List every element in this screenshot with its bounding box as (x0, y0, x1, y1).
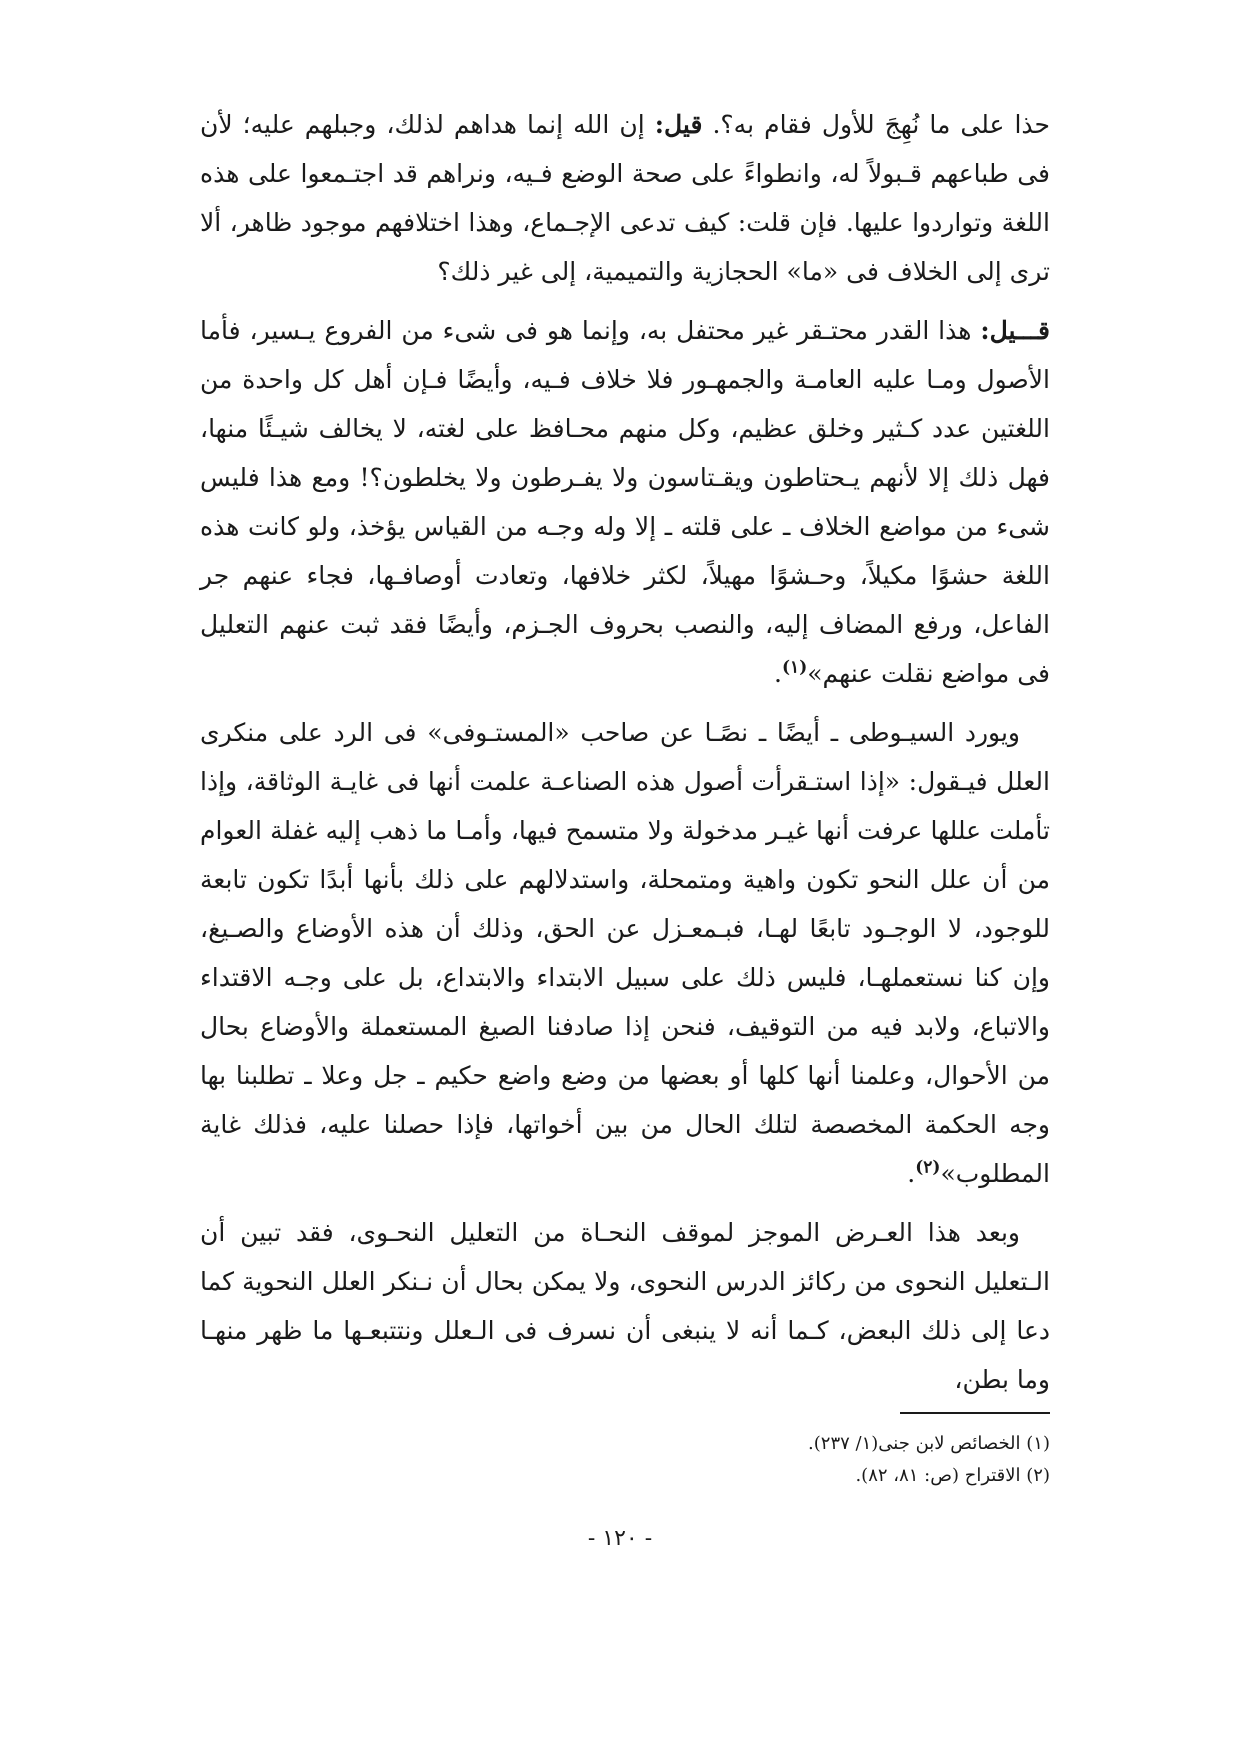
footnote-separator (900, 1412, 1050, 1414)
footnote-ref-2: (٢) (915, 1157, 941, 1178)
footnote-ref-1: (١) (782, 657, 808, 678)
paragraph-1-text: إن الله إنما هداهم لذلك، وجبلهم عليه؛ لأن فى طباعهم قـبولاً له، وانطواءً على صحة الوضع فـيه، ونراهم قد اجتـمعوا على هذه اللغة وتواردوا عليها. فإن قلت: كيف تدعى الإجـماع، وهذا اختلافهم موجود ظاهر، ألا ترى إلى الخلاف فى «ما» الحجازية والتميمية، إلى غير ذلك؟ (200, 110, 1050, 286)
footnote-1: (١) الخصائص لابن جنى(١/ ٢٣٧). (808, 1433, 1050, 1454)
paragraph-4-text: وبعد هذا العـرض الموجز لموقف النحـاة من التعليل النحـوى، فقد تبين أن الـتعليل النحوى من ركائز الدرس النحوى، ولا يمكن بحال أن نـنكر العلل النحوية كما دعا إلى ذلك البعض، كـما أنه لا ينبغى أن نسرف فى الـعلل ونتتبعـها ما ظهر منهـا وما بطن، (200, 1218, 1050, 1394)
keyword-qil-2: قـــيل: (980, 316, 1050, 345)
paragraph-1 (200, 100, 1050, 296)
page-number: - ١٢٠ - (587, 1526, 653, 1551)
end-mark-1: . (774, 659, 782, 688)
main-text (200, 100, 1050, 1414)
keyword-qil-1: قيل: (654, 110, 703, 139)
paragraph-4 (200, 1208, 1050, 1404)
paragraph-2-text: هذا القدر محتـقر غير محتفل به، وإنما هو فى شىء من الفروع يـسير، فأما الأصول ومـا عليه العامـة والجمهـور فلا خلاف فـيه، وأيضًا فـإن أهل كل واحدة من اللغتين عدد كـثير وخلق عظيم، وكل منهم محـافظ على لغته، لا يخالف شيـئًا منها، فهل ذلك إلا لأنهم يـحتاطون ويقـتاسون ولا يفـرطون ولا يخلطون؟! ومع هذا فليس شىء من مواضع الخلاف ـ على قلته ـ إلا وله وجـه من القياس يؤخذ، ولو كانت هذه اللغة حشوًا مكيلاً، وحـشوًا مهيلاً، لكثر خلافها، وتعادت أوصافـها، فجاء عنهم جر الفاعل، ورفع المضاف إليه، والنصب بحروف الجـزم، وأيضًا فقد ثبت عنهم التعليل فى مواضع نقلت عنهم» (200, 316, 1050, 688)
paragraph-2 (200, 306, 1050, 698)
footnote-2: (٢) الاقتراح (ص: ٨١، ٨٢). (855, 1465, 1050, 1486)
paragraph-1-lead: حذا على ما نُهِجَ للأول فقام به؟. (702, 110, 1050, 139)
footnotes (560, 1428, 1050, 1492)
end-mark-2: . (907, 1159, 916, 1188)
paragraph-3-text: ويورد السيـوطى ـ أيضًا ـ نصًـا عن صاحب «المستـوفى» فى الرد على منكرى العلل فيـقول: «إذا استـقرأت أصول هذه الصناعـة علمت أنها فى غايـة الوثاقة، وإذا تأملت عللها عرفت أنها غيـر مدخولة ولا متسمح فيها، وأمـا ما ذهب إليه غفلة العوام من أن علل النحو تكون واهية ومتمحلة، واستدلالهم على ذلك بأنها أبدًا تكون تابعة للوجود، لا الوجـود تابعًا لهـا، فبـمعـزل عن الحق، وذلك أن هذه الأوضاع والصـيغ، وإن كنا نستعملهـا، فليس ذلك على سبيل الابتداء والابتداع، بل على وجـه الاقتداء والاتباع، ولابد فيه من التوقيف، فنحن إذا صادفنا الصيغ المستعملة والأوضاع بحال من الأحوال، وعلمنا أنها كلها أو بعضها من وضع واضع حكيم ـ جل وعلا ـ تطلبنا بها وجه الحكمة المخصصة لتلك الحال من بين أخواتها، فإذا حصلنا عليه، فذلك غاية المطلوب» (200, 718, 1050, 1188)
paragraph-3 (200, 708, 1050, 1198)
